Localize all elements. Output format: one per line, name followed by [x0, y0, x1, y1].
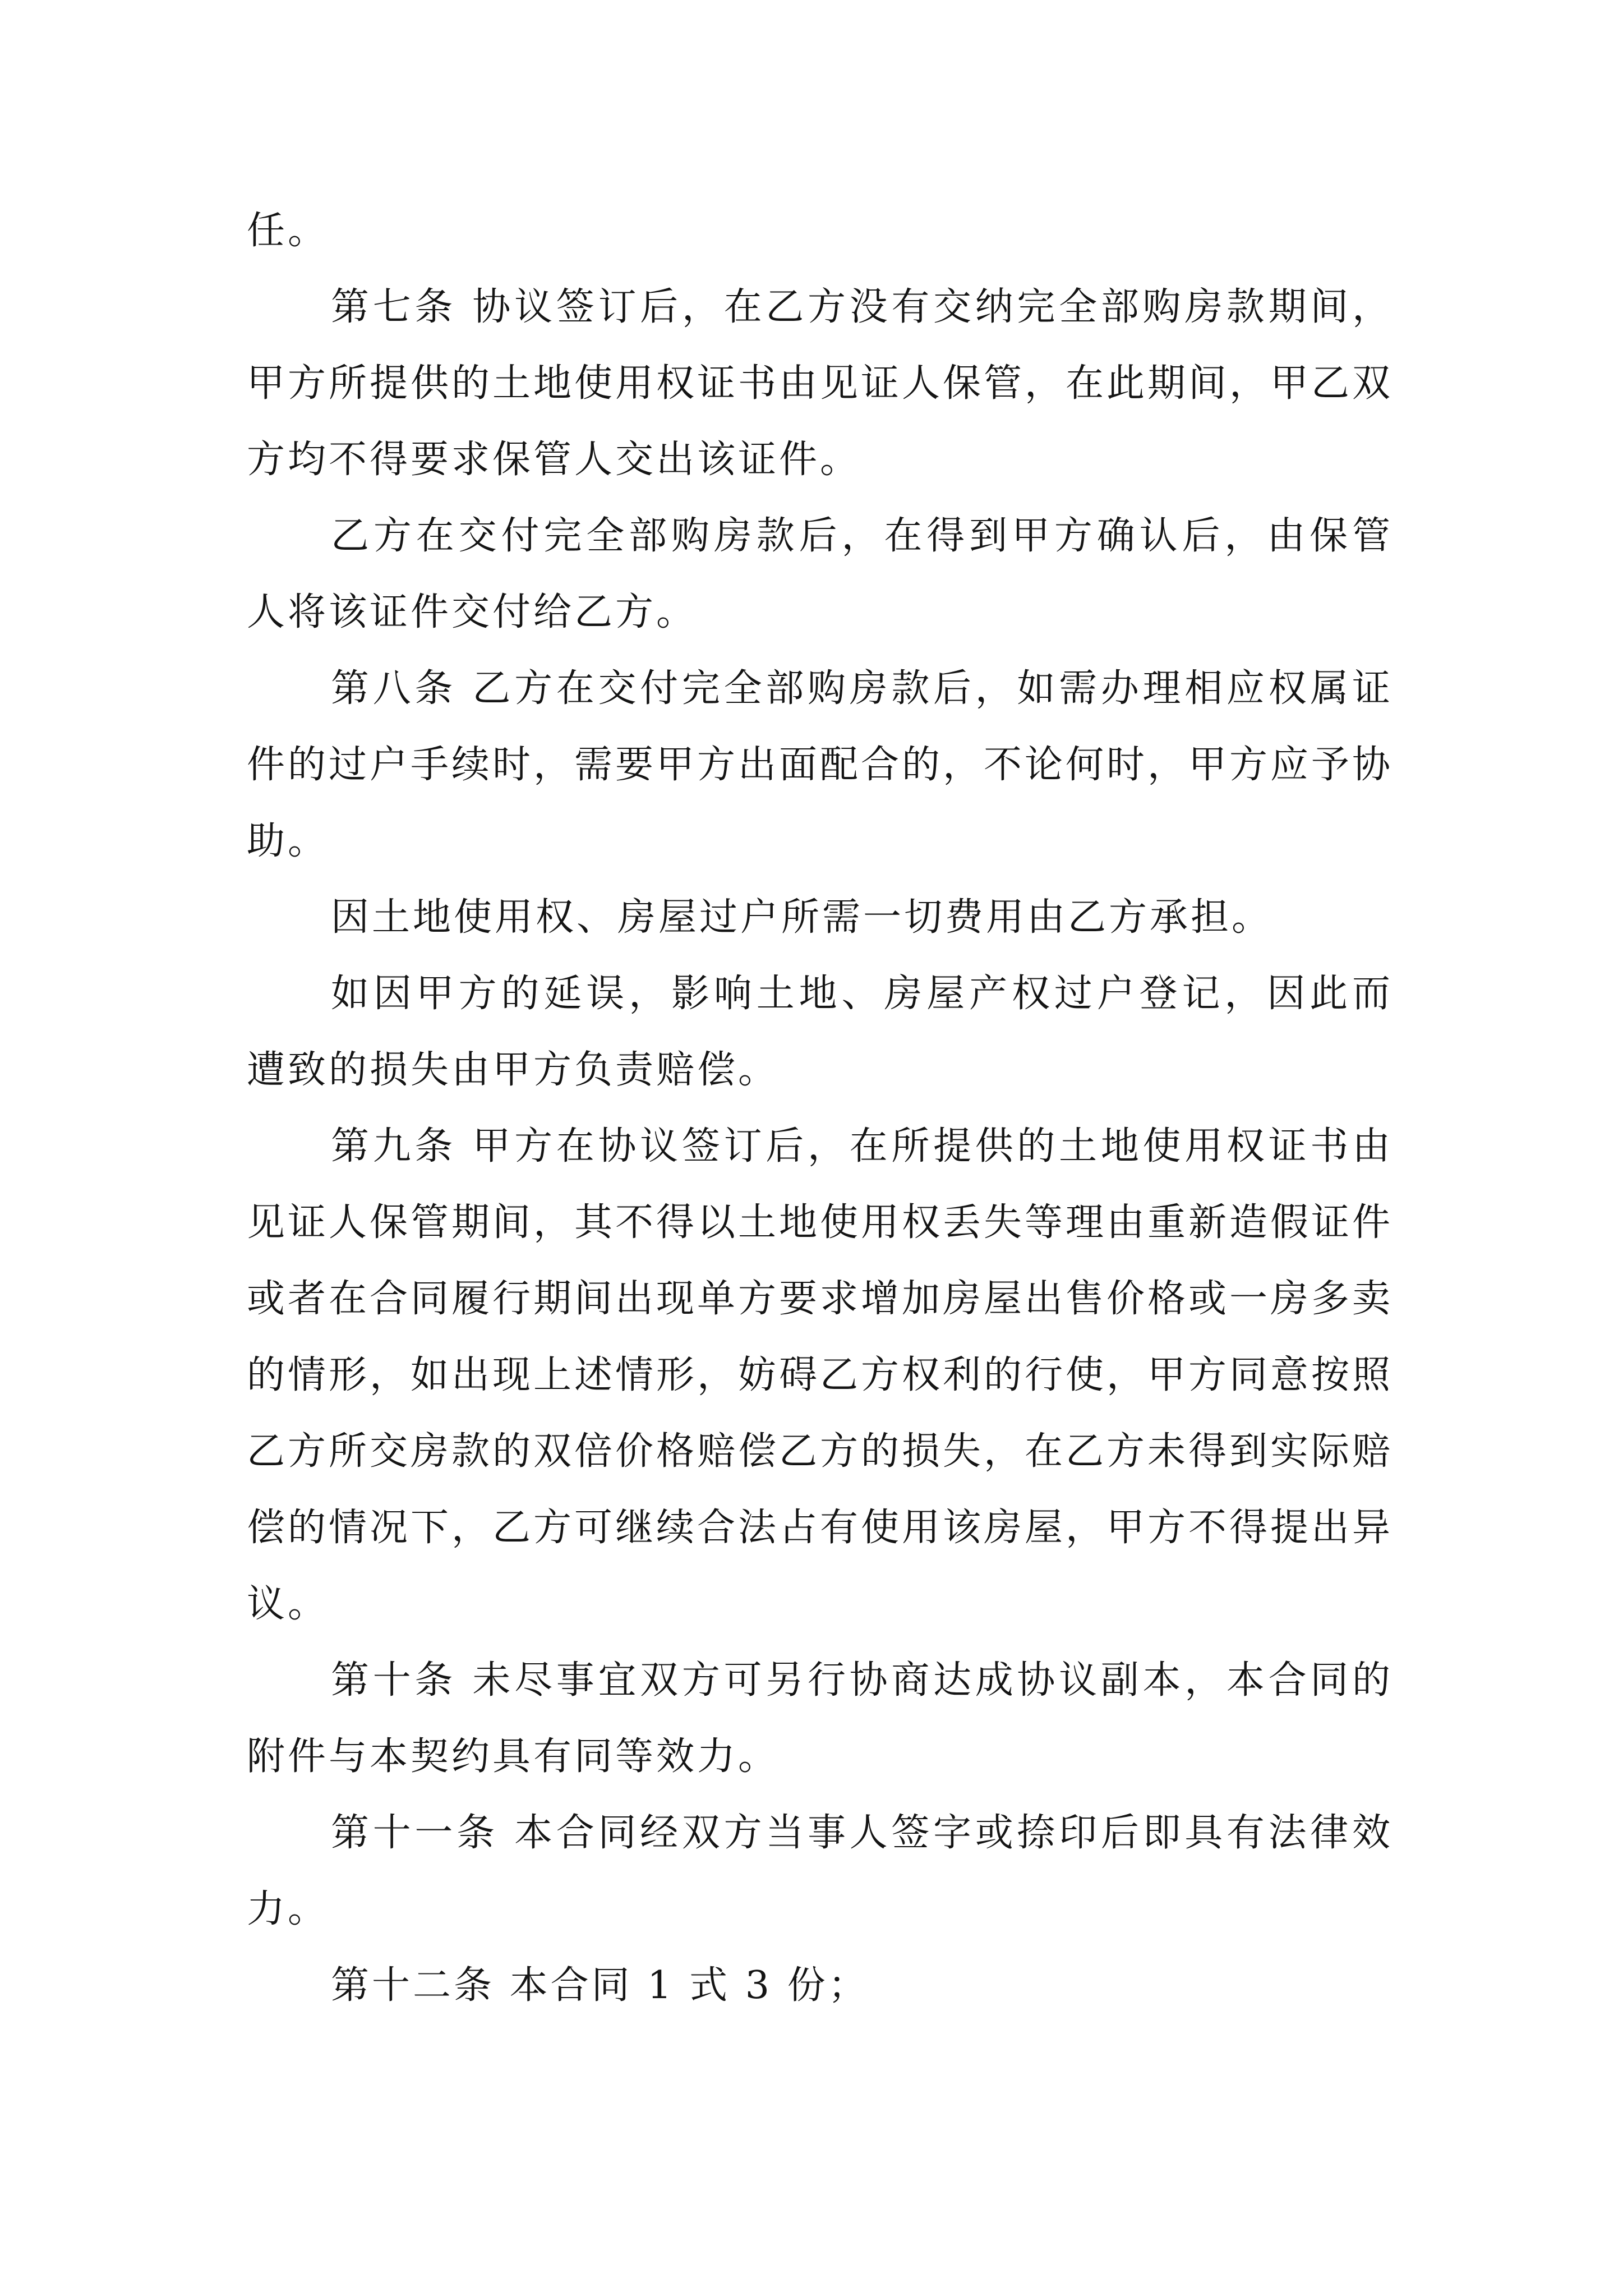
article-11-paragraph: 第十一条 本合同经双方当事人签字或捺印后即具有法律效力。 — [247, 1811, 1393, 1931]
article-7-subparagraph: 乙方在交付完全部购房款后，在得到甲方确认后，由保管人将该证件交付给乙方。 — [247, 514, 1393, 634]
article-8-paragraph: 第八条 乙方在交付完全部购房款后，如需办理相应权属证件的过户手续时，需要甲方出面配合的，不论何时，甲方应予协助。 — [247, 666, 1394, 863]
article-9-paragraph: 第九条 甲方在协议签订后，在所提供的土地使用权证书由见证人保管期间，其不得以土地使用权丢失等理由重新造假证件或者在合同履行期间出现单方要求增加房屋出售价格或一房多卖的情形，如出现上述情形，妨碍乙方权利的行使，甲方同意按照乙方所交房款的双倍价格赔偿乙方的损失，在乙方未得到实际赔偿的情况下，乙方可继续合法占有使用该房屋，甲方不得提出异议。 — [247, 1124, 1394, 1626]
article-10-paragraph: 第十条 未尽事宜双方可另行协商达成协议副本，本合同的附件与本契约具有同等效力。 — [247, 1658, 1393, 1779]
paragraph-continuation: 任。 — [247, 209, 329, 253]
article-12-paragraph: 第十二条 本合同 1 式 3 份； — [331, 1963, 869, 2008]
article-7-paragraph: 第七条 协议签订后，在乙方没有交纳完全部购房款期间，甲方所提供的土地使用权证书由见证人保管，在此期间，甲乙双方均不得要求保管人交出该证件。 — [247, 285, 1394, 482]
contract-body — [247, 193, 1393, 2024]
article-8-delay-paragraph: 如因甲方的延误，影响土地、房屋产权过户登记，因此而遭致的损失由甲方负责赔偿。 — [247, 972, 1393, 1092]
article-8-fees-paragraph: 因土地使用权、房屋过户所需一切费用由乙方承担。 — [331, 895, 1273, 940]
